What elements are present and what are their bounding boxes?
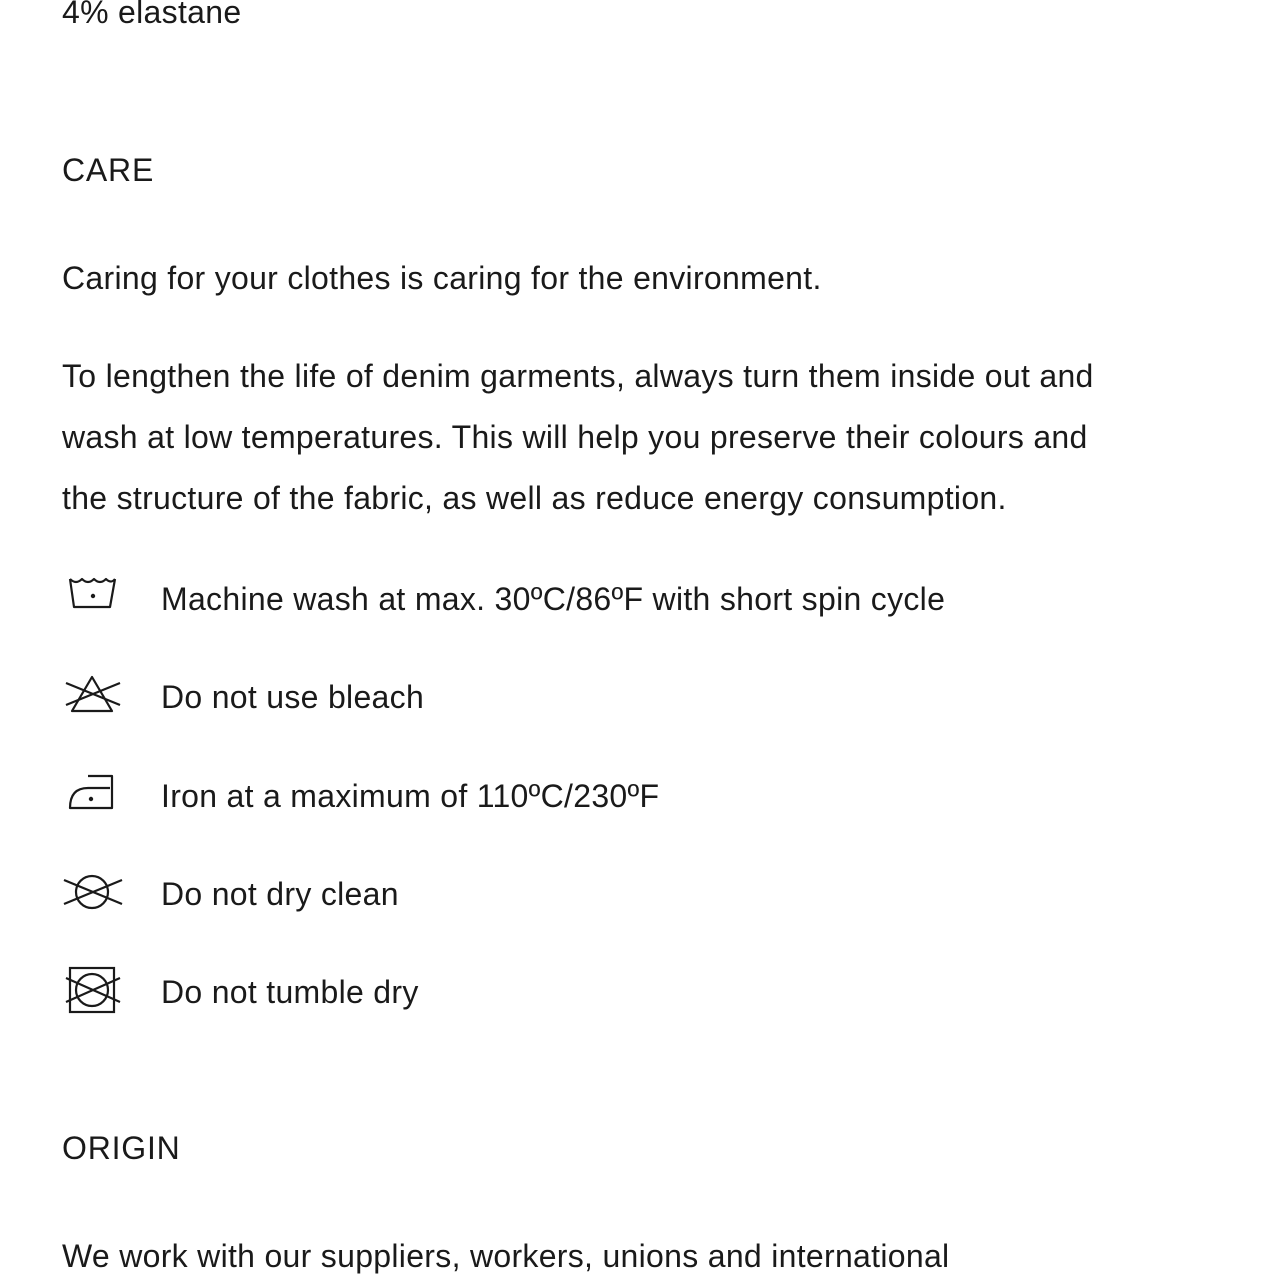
care-intro-text: Caring for your clothes is caring for the environment.: [62, 260, 822, 296]
care-paragraph-line: To lengthen the life of denim garments, always turn them inside out and: [62, 358, 1094, 394]
care-instruction-label: Machine wash at max. 30ºC/86ºF with short spin cycle: [161, 581, 946, 617]
care-instruction-machine-wash: [62, 573, 1162, 623]
care-instruction-no-tumble-dry: [62, 966, 1162, 1016]
no-dry-clean-icon: [62, 868, 124, 918]
machine-wash-30-icon: [62, 573, 124, 623]
care-instruction-label: Do not use bleach: [161, 679, 425, 715]
composition-elastane: 4% elastane: [62, 0, 242, 30]
care-paragraph: [62, 346, 1222, 529]
no-bleach-icon: [62, 671, 124, 721]
care-instruction-no-bleach: [62, 671, 1162, 721]
care-instruction-label: Iron at a maximum of 110ºC/230ºF: [161, 778, 660, 814]
origin-paragraph: We work with our suppliers, workers, unions and international: [62, 1238, 950, 1274]
care-instruction-label: Do not dry clean: [161, 876, 399, 912]
care-paragraph-line: the structure of the fabric, as well as reduce energy consumption.: [62, 480, 1007, 516]
care-instruction-no-dry-clean: [62, 868, 1162, 918]
iron-low-icon: [62, 770, 124, 820]
origin-heading: ORIGIN: [62, 1130, 181, 1166]
care-instruction-label: Do not tumble dry: [161, 974, 419, 1010]
care-paragraph-line: wash at low temperatures. This will help you preserve their colours and: [62, 419, 1088, 455]
care-instruction-iron: [62, 770, 1162, 820]
care-heading: CARE: [62, 152, 155, 188]
no-tumble-dry-icon: [62, 966, 124, 1016]
